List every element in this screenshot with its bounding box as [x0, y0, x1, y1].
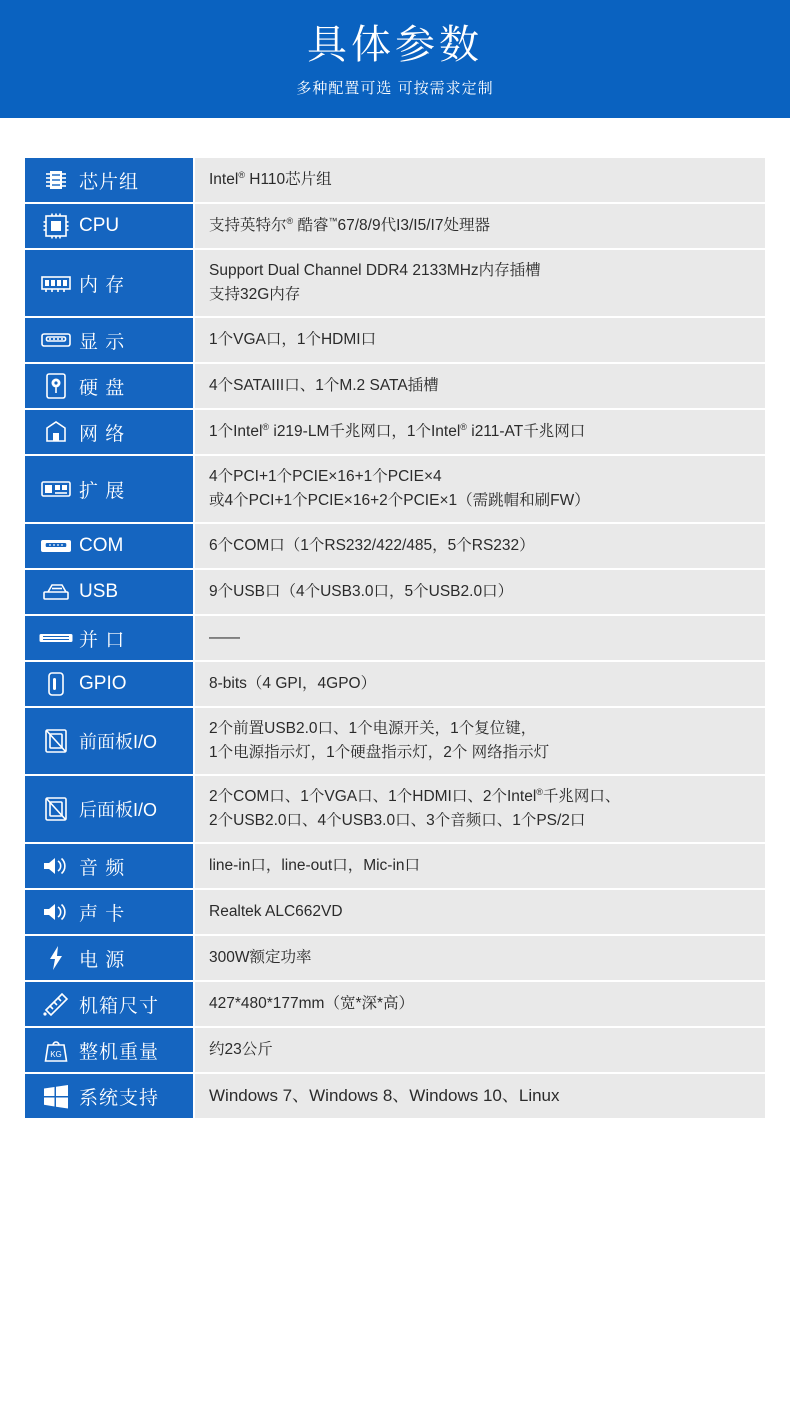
spec-label-cell [25, 935, 194, 981]
spec-label-cell [25, 158, 194, 203]
spec-value-cell [194, 707, 765, 775]
usb-icon [39, 577, 73, 607]
spec-value-cell [194, 158, 765, 203]
front-panel-icon [39, 726, 73, 756]
spec-value-line: 427*480*177mm（宽*深*高） [209, 995, 415, 1013]
page-subtitle: 多种配置可选 可按需求定制 [296, 79, 494, 97]
table-row [25, 1027, 765, 1073]
spec-value-cell [194, 775, 765, 843]
spec-value-line: Support Dual Channel DDR4 2133MHz内存插槽 [209, 262, 541, 279]
spec-label-text: COM [79, 535, 124, 557]
spec-label-text: 后面板I/O [79, 800, 158, 821]
spec-value-line: Windows 7、Windows 8、Windows 10、Linux [209, 1086, 560, 1106]
spec-label-cell [25, 203, 194, 249]
table-row [25, 523, 765, 569]
spec-value-line: 或4个PCI+1个PCIE×16+2个PCIE×1（需跳帽和刷FW） [209, 492, 590, 510]
spec-value-cell [194, 203, 765, 249]
spec-value-cell [194, 523, 765, 569]
com-port-icon [39, 531, 73, 561]
spec-value-cell [194, 1073, 765, 1119]
table-row [25, 661, 765, 707]
spec-label-cell [25, 889, 194, 935]
chassis-size-icon [39, 989, 73, 1019]
spec-label-text: 声 卡 [79, 903, 126, 925]
spec-label-text: 硬 盘 [79, 377, 126, 399]
spec-value-line: 1个VGA口，1个HDMI口 [209, 331, 377, 349]
parallel-port-icon [39, 623, 73, 653]
spec-value-line: Realtek ALC662VD [209, 903, 343, 921]
table-row [25, 409, 765, 455]
spec-value-cell [194, 889, 765, 935]
spec-value-cell [194, 981, 765, 1027]
page-header [0, 0, 790, 118]
spec-label-text: 前面板I/O [79, 732, 158, 753]
spec-label-text: 并 口 [79, 629, 126, 651]
spec-label-text: USB [79, 581, 119, 603]
spec-label-text: 显 示 [79, 331, 126, 353]
spec-value-line: 2个COM口、1个VGA口、1个HDMI口、2个Intel®千兆网口、 [209, 786, 621, 806]
spec-label-text: 内 存 [79, 274, 126, 296]
power-icon [39, 943, 73, 973]
table-row [25, 843, 765, 889]
table-row [25, 615, 765, 661]
spec-label-text: 整机重量 [79, 1041, 160, 1063]
spec-label-text: CPU [79, 215, 120, 236]
expansion-slot-icon [39, 474, 73, 504]
spec-value-line: 约23公斤 [209, 1041, 273, 1059]
spec-value-line: 1个Intel® i219-LM千兆网口，1个Intel® i211-AT千兆网口 [209, 421, 586, 441]
memory-icon [39, 268, 73, 298]
gpio-icon [39, 669, 73, 699]
table-row [25, 203, 765, 249]
table-row [25, 981, 765, 1027]
sound-card-icon [39, 897, 73, 927]
spec-label-cell [25, 249, 194, 317]
table-row [25, 455, 765, 523]
spec-label-text: 系统支持 [79, 1087, 160, 1109]
windows-icon [39, 1081, 73, 1111]
table-row [25, 707, 765, 775]
spec-label-cell [25, 843, 194, 889]
spec-value-cell [194, 661, 765, 707]
spec-value-line: 2个前置USB2.0口、1个电源开关，1个复位键， [209, 720, 537, 738]
spec-value-cell [194, 569, 765, 615]
spec-value-cell [194, 843, 765, 889]
spec-value-line: 4个SATAIII口、1个M.2 SATA插槽 [209, 377, 439, 395]
rear-panel-icon [39, 794, 73, 824]
table-row [25, 158, 765, 203]
spec-value-cell [194, 935, 765, 981]
spec-label-text: 芯片组 [79, 171, 140, 193]
spec-label-cell [25, 569, 194, 615]
spec-value-line: —— [209, 629, 240, 647]
spec-value-line: 9个USB口（4个USB3.0口，5个USB2.0口） [209, 583, 514, 601]
spec-value-line: line-in口，line-out口，Mic-in口 [209, 857, 421, 875]
table-row [25, 363, 765, 409]
spec-label-cell [25, 707, 194, 775]
spec-value-cell [194, 363, 765, 409]
spec-value-cell [194, 409, 765, 455]
spec-label-cell [25, 409, 194, 455]
chipset-icon [39, 165, 73, 195]
spec-value-cell [194, 249, 765, 317]
network-icon [39, 417, 73, 447]
page-title: 具体参数 [307, 22, 483, 67]
spec-label-cell [25, 775, 194, 843]
spec-label-text: 机箱尺寸 [79, 995, 160, 1017]
spec-value-line: 支持英特尔® 酷睿™67/8/9代I3/I5/I7处理器 [209, 215, 490, 234]
cpu-icon [39, 211, 73, 241]
spec-value-cell [194, 455, 765, 523]
spec-label-text: 扩 展 [79, 480, 126, 502]
spec-label-cell [25, 317, 194, 363]
spec-label-text: GPIO [79, 673, 127, 695]
table-row [25, 775, 765, 843]
table-row [25, 1073, 765, 1119]
spec-label-text: 音 频 [79, 857, 126, 879]
spec-label-cell [25, 363, 194, 409]
spec-label-cell [25, 661, 194, 707]
table-row [25, 249, 765, 317]
spec-value-line: 支持32G内存 [209, 286, 301, 304]
spec-value-line: 2个USB2.0口、4个USB3.0口、3个音频口、1个PS/2口 [209, 812, 586, 830]
weight-icon [39, 1035, 73, 1065]
spec-value-line: 4个PCI+1个PCIE×16+1个PCIE×4 [209, 468, 442, 486]
table-row [25, 889, 765, 935]
specifications-table [25, 158, 765, 1120]
spec-value-cell [194, 317, 765, 363]
spec-label-text: 电 源 [79, 949, 126, 971]
table-row [25, 935, 765, 981]
spec-label-cell [25, 615, 194, 661]
audio-icon [39, 851, 73, 881]
svg-text:KG: KG [50, 1050, 62, 1060]
spec-label-cell [25, 1073, 194, 1119]
spec-value-cell [194, 615, 765, 661]
spec-label-cell [25, 981, 194, 1027]
spec-label-text: 网 络 [79, 423, 126, 445]
harddisk-icon [39, 371, 73, 401]
table-row [25, 317, 765, 363]
spec-value-line: 1个电源指示灯，1个硬盘指示灯，2个 网络指示灯 [209, 744, 550, 762]
display-port-icon [39, 325, 73, 355]
spec-value-line: Intel® H110芯片组 [209, 169, 332, 188]
spec-label-cell [25, 523, 194, 569]
table-row [25, 569, 765, 615]
spec-value-line: 8-bits（4 GPI，4GPO） [209, 675, 377, 693]
spec-value-cell [194, 1027, 765, 1073]
spec-value-line: 300W额定功率 [209, 949, 312, 967]
spec-value-line: 6个COM口（1个RS232/422/485，5个RS232） [209, 537, 535, 555]
spec-label-cell [25, 455, 194, 523]
spec-label-cell [25, 1027, 194, 1073]
